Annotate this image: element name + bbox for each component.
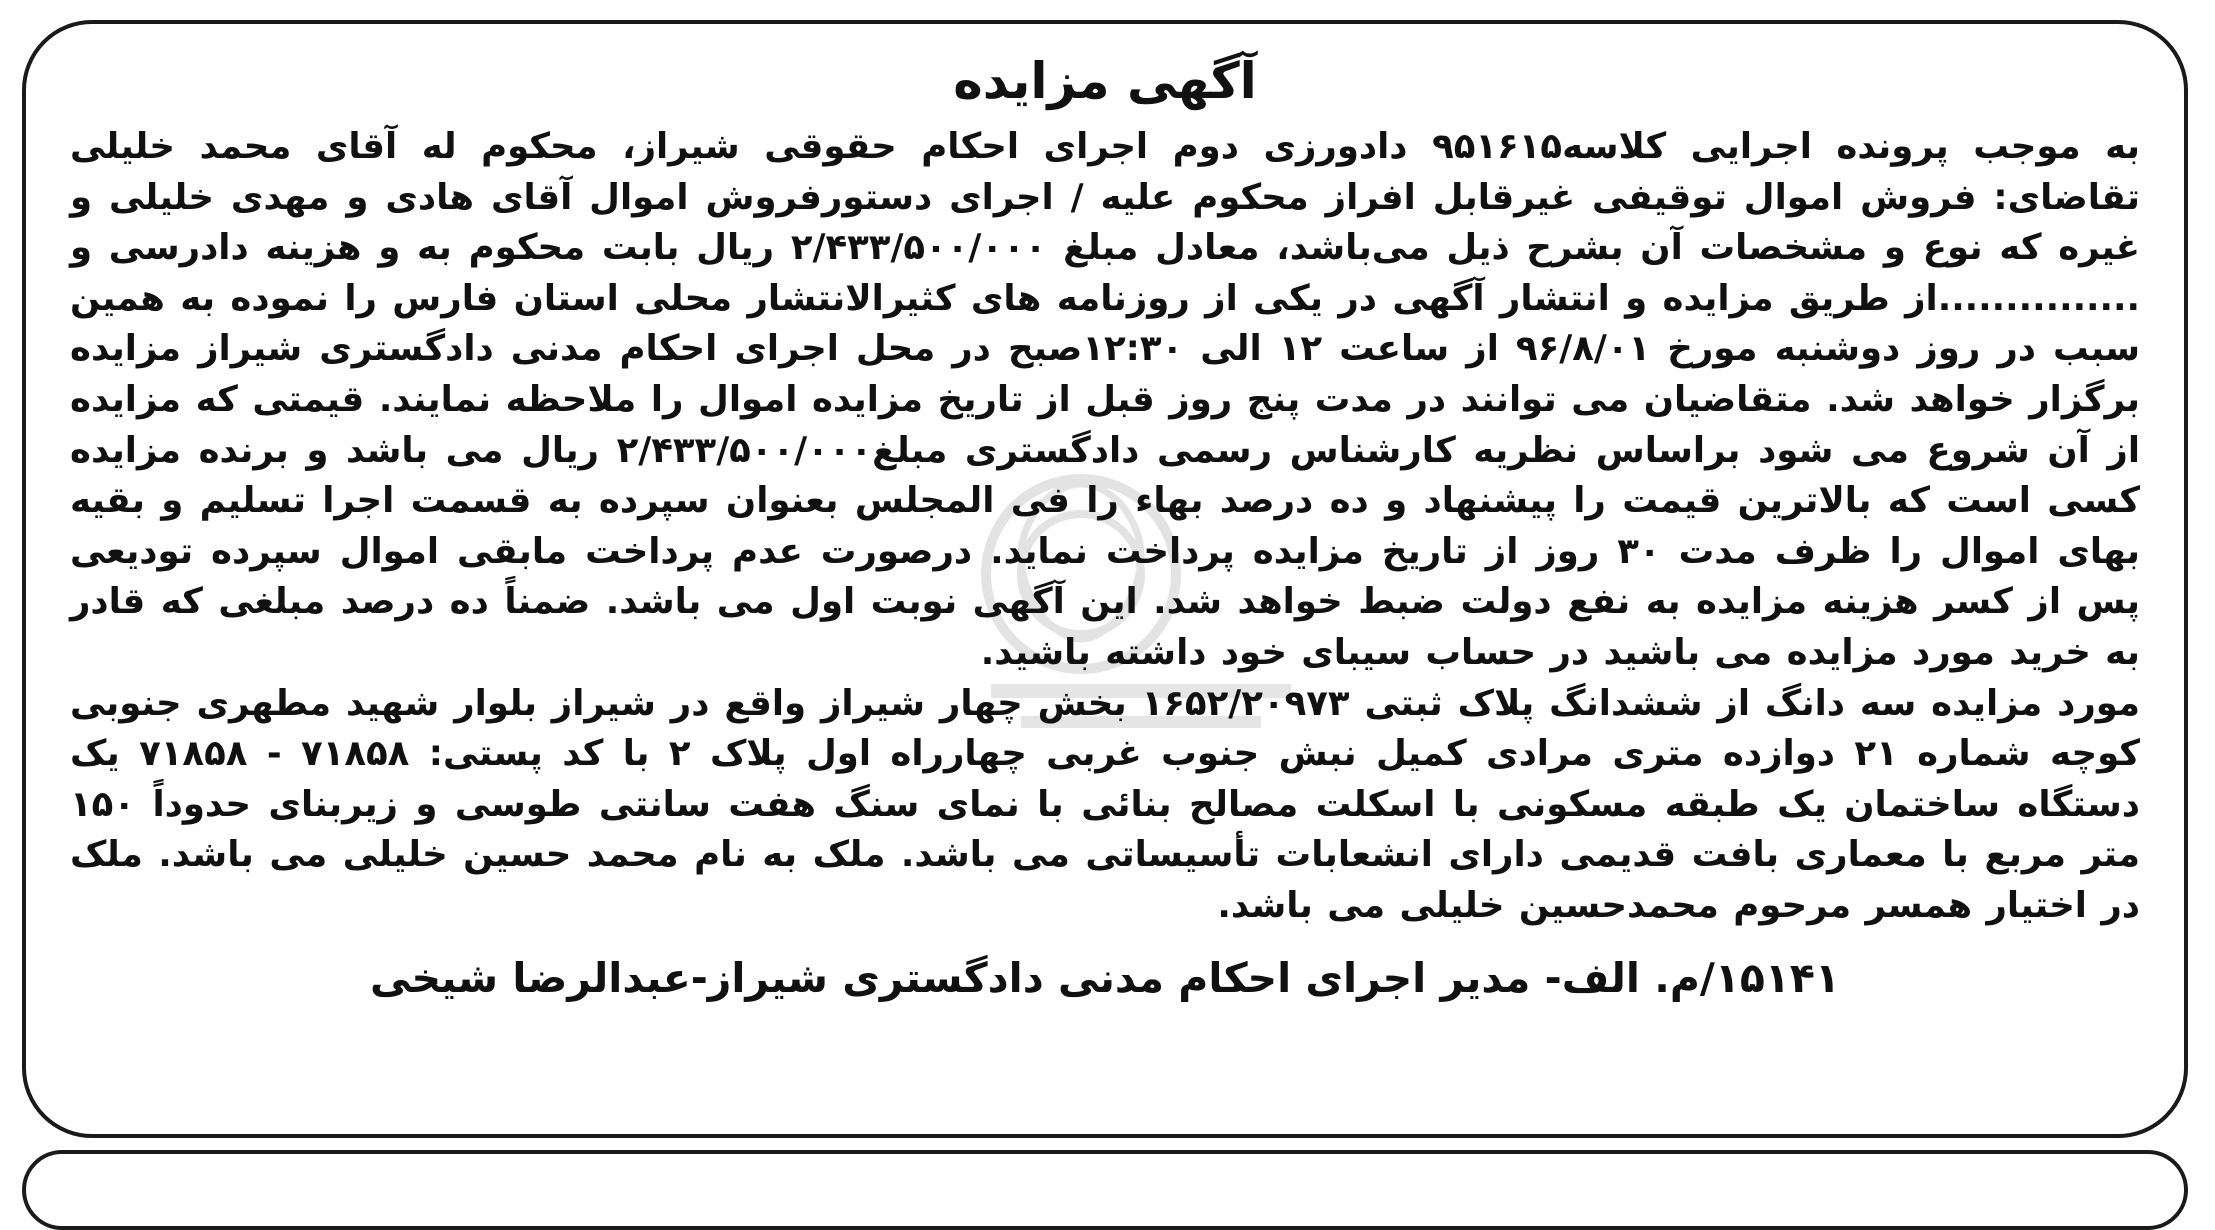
notice-title: آگهی مزایده [953, 52, 1257, 110]
notice-content [70, 40, 2140, 1008]
next-notice-frame [22, 1150, 2188, 1230]
notice-paragraph-terms: به موجب پرونده اجرایی کلاسه۹۵۱۶۱۵ دادورزی دوم اجرای احکام حقوقی شیراز، محکوم له آقای محمد خلیلی تقاضای: فروش اموال توقیفی غیرقابل افراز محکوم علیه / اجرای دستورفروش اموال آقای هادی و مهدی خلیلی و غیره که نوع و مشخصات آن بشرح ذیل می‌باشد، معادل مبلغ ۲/۴۳۳/۵۰۰/۰۰۰ ریال بابت محکوم به و هزینه دادرسی و ...............از طریق مزایده و انتشار آگهی در یکی از روزنامه های کثیرالانتشار محلی استان فارس را نموده به همین سبب در روز دوشنبه مورخ ۹۶/۸/۰۱ از ساعت ۱۲ الی ۱۲:۳۰صبح در محل اجرای احکام مدنی دادگستری شیراز مزایده برگزار خواهد شد. متقاضیان می توانند در مدت پنج روز قبل از تاریخ مزایده اموال را ملاحظه نمایند. قیمتی که مزایده از آن شروع می شود براساس نظریه کارشناس رسمی دادگستری مبلغ۲/۴۳۳/۵۰۰/۰۰۰ ریال می باشد و برنده مزایده کسی است که بالاترین قیمت را پیشنهاد و ده درصد بهاء را فی المجلس بعنوان سپرده به قسمت اجرا تسلیم و بقیه بهای اموال را ظرف مدت ۳۰ روز از تاریخ مزایده پرداخت نماید. درصورت عدم پرداخت مابقی اموال سپرده تودیعی پس از کسر هزینه مزایده به نفع دولت ضبط خواهد شد. این آگهی نوبت اول می باشد. ضمناً ده درصد مبلغی که قادر به خرید مورد مزایده می باشید در حساب سیبای خود داشته باشید. [70, 126, 2141, 673]
notice-frame [22, 20, 2188, 1138]
notice-paragraph-property: مورد مزایده سه دانگ از ششدانگ پلاک ثبتی ۱۶۵۲/۲۰۹۷۳ بخش چهار شیراز واقع در شیراز بلوار شهید مطهری جنوبی کوچه شماره ۲۱ دوازده متری مرادی کمیل نبش جنوب غربی چهارراه اول پلاک ۲ با کد پستی: ۷۱۸۵۸ - ۷۱۸۵۸ یک دستگاه ساختمان یک طبقه مسکونی با اسکلت مصالح بنائی با نمای سنگ هفت سانتی طوسی و زیربنای حدوداً ۱۵۰ متر مربع با معماری بافت قدیمی دارای انشعابات تأسیساتی می باشد. ملک به نام محمد حسین خلیلی می باشد. ملک در اختیار همسر مرحوم محمدحسین خلیلی می باشد. [70, 682, 2141, 926]
notice-signature: ۱۵۱۴۱/م. الف- مدیر اجرای احکام مدنی دادگستری شیراز-عبدالرضا شیخی [370, 953, 1840, 1002]
